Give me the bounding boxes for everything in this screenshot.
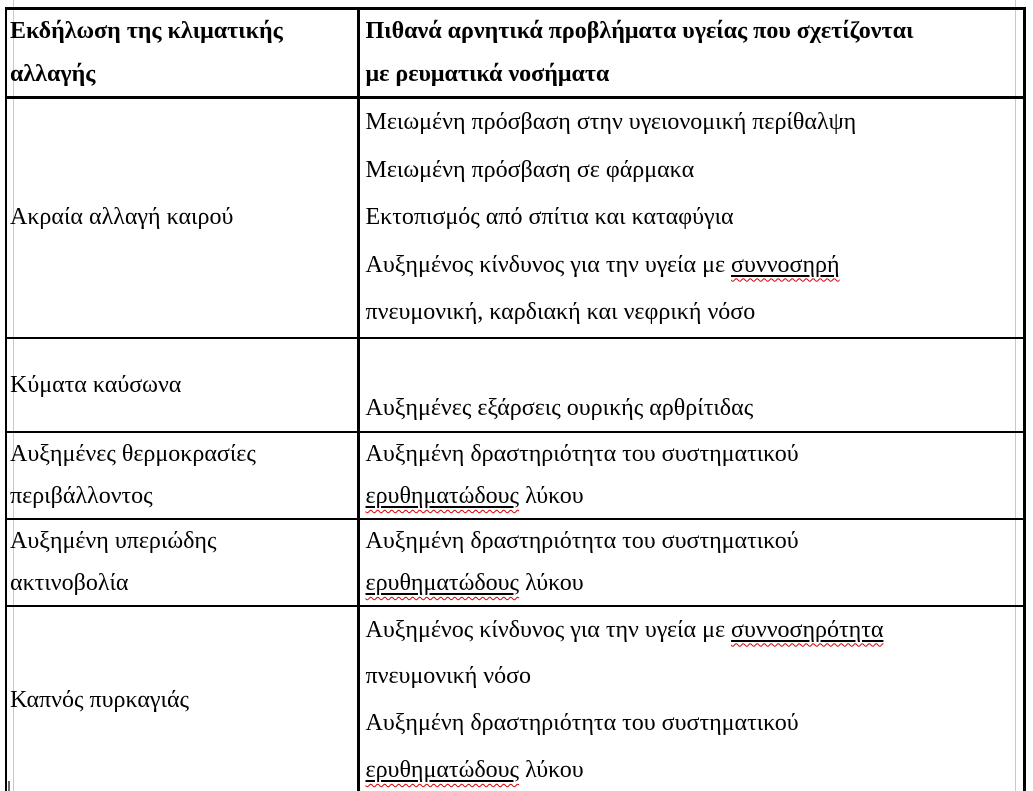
text-line: Κύματα καύσωνα bbox=[10, 371, 182, 398]
text-line: ακτινοβολία bbox=[10, 570, 129, 596]
cell-heat-waves-problems bbox=[358, 338, 1024, 432]
header-cell-health-problems bbox=[358, 9, 1024, 98]
cell-heat-waves-label bbox=[6, 338, 358, 432]
cell-uv-radiation-problems bbox=[358, 519, 1024, 606]
table-row-increased-temperatures bbox=[6, 432, 1024, 519]
text-line: με ρευματικά νοσήματα bbox=[365, 61, 610, 87]
misspelled-word-squiggle: συννοσηρότητα bbox=[731, 616, 884, 643]
text-segment: λύκου bbox=[519, 570, 584, 596]
text-line bbox=[366, 607, 1018, 654]
text-line: αλλαγής bbox=[10, 61, 96, 87]
text-line: πνευμονική, καρδιακή και νεφρική νόσο bbox=[365, 299, 756, 325]
text-segment: λύκου bbox=[519, 483, 584, 509]
climate-health-table bbox=[5, 7, 1026, 791]
cell-extreme-weather-label bbox=[6, 98, 358, 338]
text-line: Αυξημένη δραστηριότητα του συστηματικού bbox=[365, 440, 799, 467]
table-row-uv-radiation bbox=[6, 519, 1024, 606]
text-line: Αυξημένες εξάρσεις ουρικής αρθρίτιδας bbox=[365, 394, 754, 421]
table-row-heat-waves bbox=[6, 338, 1024, 432]
text-line: Αυξημένες θερμοκρασίες bbox=[10, 440, 256, 467]
underlined-word bbox=[731, 252, 840, 278]
table-row-extreme-weather bbox=[6, 98, 1024, 338]
text-line bbox=[366, 242, 1018, 290]
text-line: Αυξημένη δραστηριότητα του συστηματικού bbox=[365, 527, 799, 554]
underlined-word bbox=[731, 617, 883, 643]
table-row-wildfire-smoke bbox=[6, 606, 1024, 791]
misspelled-word-squiggle: συννοσηρή bbox=[731, 251, 840, 278]
text-line: Πιθανά αρνητικά προβλήματα υγείας που σχετίζονται bbox=[365, 18, 914, 44]
header-cell-climate-manifestation bbox=[6, 9, 358, 98]
cell-extreme-weather-problems bbox=[358, 98, 1024, 338]
misspelled-word-squiggle: ερυθηματώδους bbox=[365, 570, 520, 596]
text-segment: λύκου bbox=[519, 756, 584, 783]
text-line: Ακραία αλλαγή καιρού bbox=[10, 204, 234, 230]
text-line bbox=[366, 475, 1018, 518]
cell-uv-radiation-label bbox=[6, 519, 358, 606]
table-header-row bbox=[6, 9, 1024, 98]
cell-wildfire-smoke-label bbox=[6, 606, 358, 791]
underlined-word bbox=[366, 757, 520, 783]
misspelled-word-squiggle: ερυθηματώδους bbox=[365, 756, 520, 783]
misspelled-word-squiggle: ερυθηματώδους bbox=[365, 483, 520, 509]
text-line bbox=[366, 747, 1018, 791]
text-line: Αυξημένη υπεριώδης bbox=[10, 527, 217, 554]
text-line: πνευμονική νόσο bbox=[365, 663, 532, 690]
text-segment: Αυξημένος κίνδυνος για την υγεία με bbox=[365, 251, 732, 278]
text-line: Εκδήλωση της κλιματικής bbox=[10, 18, 283, 44]
underlined-word bbox=[366, 570, 520, 596]
text-line bbox=[366, 339, 1018, 385]
text-line: περιβάλλοντος bbox=[10, 483, 153, 509]
text-line: Μειωμένη πρόσβαση στην υγειονομική περίθαλψη bbox=[365, 109, 857, 135]
cell-increased-temperatures-problems bbox=[358, 432, 1024, 519]
cell-increased-temperatures-label bbox=[6, 432, 358, 519]
text-segment: Αυξημένος κίνδυνος για την υγεία με bbox=[365, 616, 732, 643]
text-line bbox=[366, 562, 1018, 605]
text-line: Εκτοπισμός από σπίτια και καταφύγια bbox=[365, 204, 734, 230]
text-line: Καπνός πυρκαγιάς bbox=[10, 686, 190, 713]
text-line: Μειωμένη πρόσβαση σε φάρμακα bbox=[365, 156, 695, 183]
text-line: Αυξημένη δραστηριότητα του συστηματικού bbox=[365, 710, 799, 736]
cell-wildfire-smoke-problems bbox=[358, 606, 1024, 791]
underlined-word bbox=[366, 483, 520, 509]
